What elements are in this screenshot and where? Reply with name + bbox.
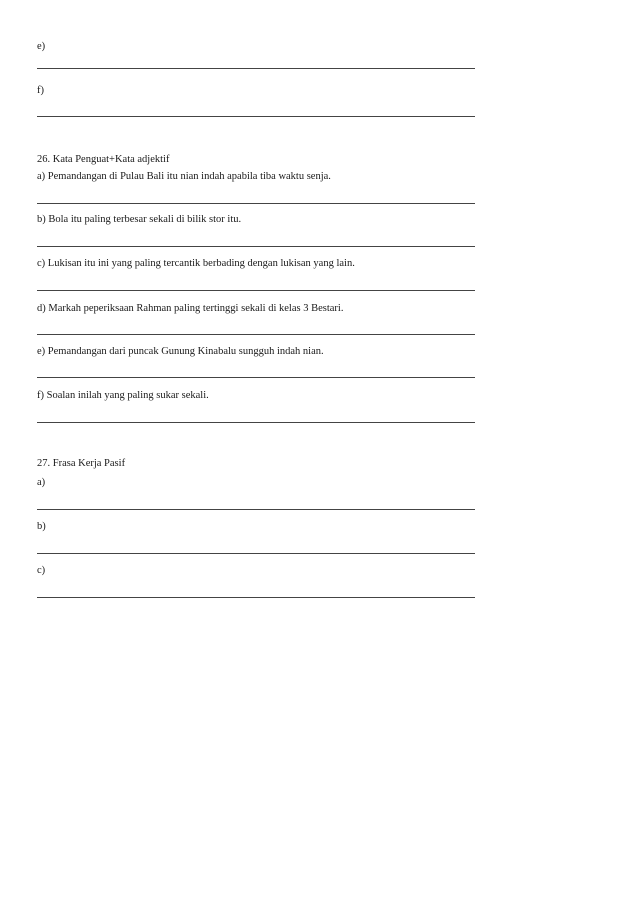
answer-line [37,116,475,117]
item-label: b) [37,521,46,532]
answer-line [37,377,475,378]
sentence-item: c) Lukisan itu ini yang paling tercantik berbading dengan lukisan yang lain. [37,258,355,269]
sentence-item: f) Soalan inilah yang paling sukar sekali. [37,390,209,401]
answer-line [37,203,475,204]
answer-line [37,246,475,247]
sentence-item: b) Bola itu paling terbesar sekali di bilik stor itu. [37,214,242,225]
sentence-item: d) Markah peperiksaan Rahman paling tertinggi sekali di kelas 3 Bestari. [37,303,344,314]
answer-line [37,553,475,554]
answer-line [37,509,475,510]
answer-line [37,422,475,423]
answer-line [37,597,475,598]
item-label: f) [37,85,44,96]
item-label: a) [37,477,46,488]
section-heading: 27. Frasa Kerja Pasif [37,458,126,469]
item-label: e) [37,41,46,52]
answer-line [37,68,475,69]
sentence-item: e) Pemandangan dari puncak Gunung Kinabalu sungguh indah nian. [37,346,324,357]
item-label: c) [37,565,46,576]
sentence-item: a) Pemandangan di Pulau Bali itu nian indah apabila tiba waktu senja. [37,171,331,182]
answer-line [37,334,475,335]
answer-line [37,290,475,291]
section-heading: 26. Kata Penguat+Kata adjektif [37,154,170,165]
